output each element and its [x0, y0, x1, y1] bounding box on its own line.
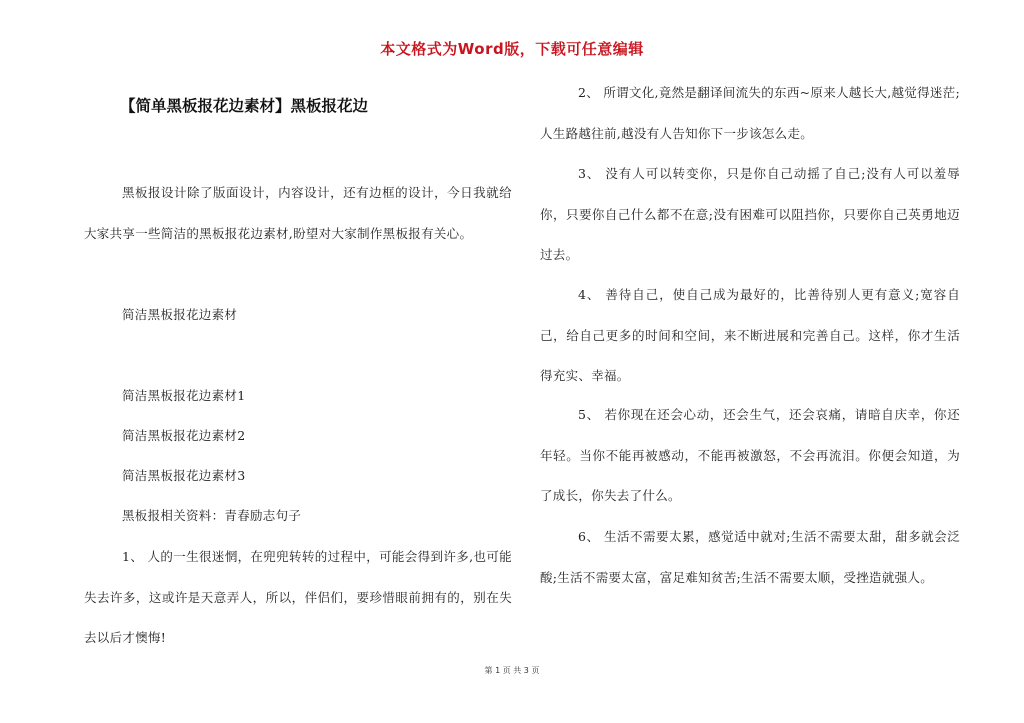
- quote-paragraph: 5、 若你现在还会心动，还会生气，还会哀痛，请暗自庆幸，你还年轻。当你不能再被感动，不能再被激怒，不会再流泪。你便会知道，为了成长，你失去了什么。: [540, 407, 960, 503]
- quote-paragraph: 4、 善待自己，使自己成为最好的，比善待别人更有意义;宽容自己，给自己更多的时间和空间，来不断进展和完善自己。这样，你才生活得充实、幸福。: [540, 287, 960, 383]
- quote-paragraph: 6、 生活不需要太累，感觉适中就对;生活不需要太甜，甜多就会泛酸;生活不需要太富，富足难知贫苦;生活不需要太顺，受挫造就强人。: [540, 529, 960, 585]
- list-item: 简洁黑板报花边素材3: [122, 468, 246, 483]
- related-materials-line: 黑板报相关资料：青春励志句子: [122, 508, 302, 523]
- quote-paragraph: 3、 没有人可以转变你，只是你自己动摇了自己;没有人可以羞辱你，只要你自己什么都不在意;没有困难可以阻挡你，只要你自己英勇地迈过去。: [540, 166, 960, 262]
- section-heading: 简洁黑板报花边素材: [122, 307, 238, 322]
- editable-notice-banner: 本文格式为Word版，下载可任意编辑: [380, 40, 644, 58]
- list-item: 简洁黑板报花边素材2: [122, 428, 246, 443]
- quote-paragraph: 1、 人的一生很迷惘，在兜兜转转的过程中，可能会得到许多,也可能失去许多，这或许是天意弄人，所以，伴侣们，要珍惜眼前拥有的，别在失去以后才懊悔!: [84, 549, 512, 645]
- quote-paragraph: 2、 所谓文化,竟然是翻译间流失的东西~原来人越长大,越觉得迷茫;人生路越往前,越没有人告知你下一步该怎么走。: [540, 85, 960, 141]
- list-item: 简洁黑板报花边素材1: [122, 388, 246, 403]
- page-number-footer: 第 1 页 共 3 页: [484, 666, 540, 675]
- intro-paragraph: 黑板报设计除了版面设计，内容设计，还有边框的设计，今日我就给大家共享一些简洁的黑板报花边素材,盼望对大家制作黑板报有关心。: [84, 185, 512, 241]
- document-title: 【简单黑板报花边素材】黑板报花边: [120, 97, 369, 115]
